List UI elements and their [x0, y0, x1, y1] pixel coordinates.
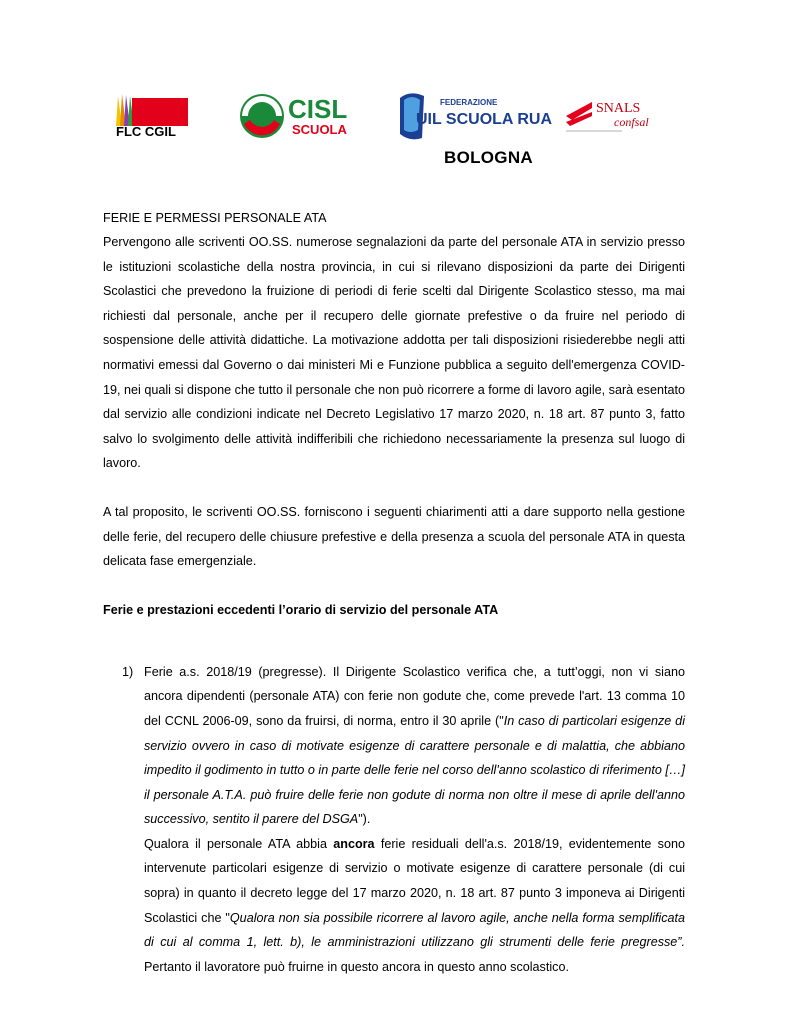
snals-logo: [562, 98, 662, 134]
paragraph-text: Pertanto il lavoratore può fruirne in questo ancora in questo anno scolastico.: [144, 959, 569, 974]
snals-logo-text: SNALS: [596, 101, 641, 116]
bold-text: ancora: [333, 836, 375, 851]
list-item: [103, 660, 685, 980]
city-heading: BOLOGNA: [444, 148, 533, 167]
uil-scuola-logo: [396, 90, 552, 144]
paragraph-gap: [103, 622, 685, 660]
uil-logo-text: UIL SCUOLA RUA: [416, 111, 552, 128]
intro-paragraph: Pervengono alle scriventi OO.SS. numerose segnalazioni da parte del personale ATA in servizio presso le istituzioni scolastiche della nostra provincia, in cui si rilevano disposizioni da parte dei Dirigenti Scolastici che prevedono la fruizione di periodi di ferie scelti dal Dirigente Scolastico stesso, ma mai richiesti dal personale, anche per il recupero delle giornate prefestive o da fruire nel periodo di sospensione delle attività didattiche. La motivazione addotta per tali disposizioni risiederebbe negli atti normativi emessi dal Governo o dai ministeri Mi e Funzione pubblica a seguito dell'emergenza COVID-19, nei quali si dispone che tutto il personale che non può ricorrere a forme di lavoro agile, sarà esentato dal servizio alle condizioni indicate nel Decreto Legislativo 17 marzo 2020, n. 18 art. 87 punto 3, fatto salvo lo svolgimento delle attività indifferibili che richiedono necessariamente la presenza sul luogo di lavoro.: [103, 235, 685, 471]
list-item-paragraph-1: [144, 660, 685, 832]
quoted-text: In caso di particolari esigenze di servizio ovvero in caso di motivate esigenze di carattere personale e di malattia, che abbiano impedito il godimento in tutto o in parte delle ferie nel corso dell'anno scolastico di riferimento […] il personale A.T.A. può fruire delle ferie non godute di norma non oltre il mese di aprile dell'anno successivo, sentito il parere del DSGA: [144, 713, 685, 827]
quoted-text: Qualora non sia possibile ricorrere al lavoro agile, anche nella forma semplificata di cui al comma 1, lett. b), le amministrazioni utilizzano gli strumenti delle ferie pregresse”.: [144, 910, 686, 950]
scuola-logo-text: SCUOLA: [292, 122, 347, 137]
uil-federazione-text: FEDERAZIONE: [440, 98, 498, 107]
paragraph-text: ferie residuali dell'a.s. 2018/19, evidentemente sono intervenute particolari esigenze di servizio o motivate esigenze di carattere personale (di cui sopra) in quanto il decreto legge del 17 marzo 2020, n. 18 art. 87 punto 3 imponeva ai Dirigenti Scolastici che ": [144, 836, 685, 925]
cisl-logo-text: CISL: [288, 94, 348, 124]
numbered-list: [103, 660, 685, 980]
header-logos: [0, 0, 791, 150]
paragraph-text: Qualora il personale ATA abbia: [144, 836, 334, 851]
section-title: Ferie e prestazioni eccedenti l’orario di servizio del personale ATA: [103, 602, 499, 617]
flc-cgil-logo: [108, 92, 198, 140]
paragraph-gap: [103, 476, 685, 500]
list-number: 1): [122, 664, 134, 679]
cisl-scuola-logo: [238, 90, 358, 142]
flc-cgil-logo-text: FLC CGIL: [116, 124, 176, 139]
paragraph-gap: [103, 574, 685, 598]
list-item-paragraph-2: [144, 832, 685, 980]
subject-line: FERIE E PERMESSI PERSONALE ATA: [103, 211, 327, 225]
document-body: [103, 206, 685, 979]
confsal-logo-text: confsal: [614, 115, 649, 129]
paragraph-text: ").: [358, 812, 371, 827]
second-paragraph: A tal proposito, le scriventi OO.SS. forniscono i seguenti chiarimenti atti a dare supporto nella gestione delle ferie, del recupero delle chiusure prefestive e della presenza a scuola del personale ATA in questa delicata fase emergenziale.: [103, 504, 685, 569]
paragraph-text: Ferie a.s. 2018/19 (pregresse). Il Dirigente Scolastico verifica che, a tutt’oggi, non vi siano ancora dipendenti (personale ATA) con ferie non godute che, come prevede l'art. 13 comma 10 del CCNL 2006-09, sono da fruirsi, di norma, entro il 30 aprile (": [144, 664, 685, 728]
